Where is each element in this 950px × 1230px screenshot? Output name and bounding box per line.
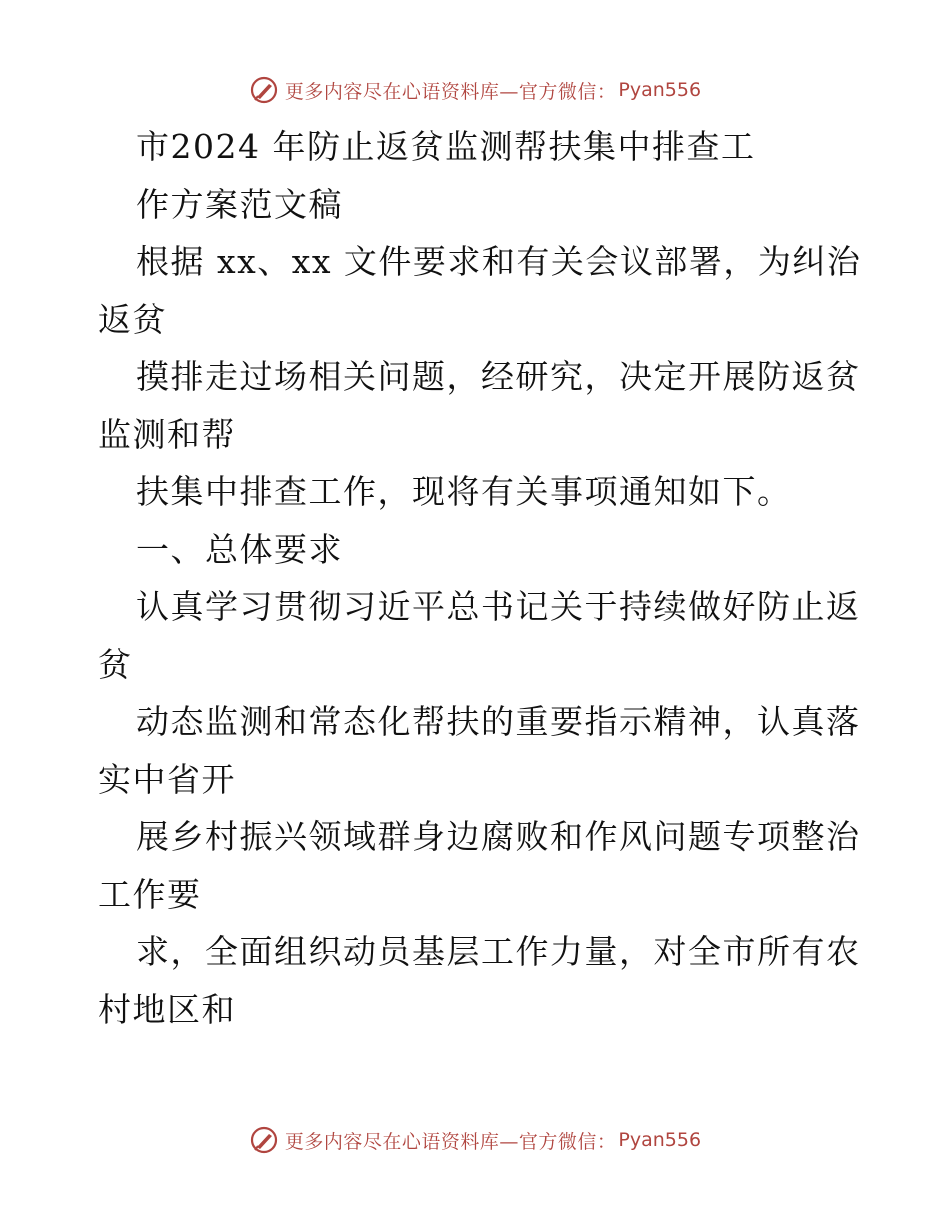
doc-line: 村地区和 — [98, 989, 236, 1029]
watermark-text: 更多内容尽在心语资料库—官方微信： — [284, 80, 617, 103]
doc-line: 实中省开 — [98, 759, 236, 799]
header-watermark — [0, 70, 950, 110]
doc-line: 监测和帮 — [98, 414, 236, 454]
section-heading: 一、总体要求 — [136, 529, 343, 569]
doc-line: 贫 — [98, 644, 133, 684]
doc-line: 市2024 年防止返贫监测帮扶集中排查工 — [136, 127, 756, 166]
doc-line: 根据 xx、xx 文件要求和有关会议部署，为纠治 — [136, 242, 862, 281]
doc-line: 扶集中排查工作，现将有关事项通知如下。 — [136, 472, 792, 511]
footer-watermark — [0, 1120, 950, 1160]
quill-pen-logo-icon — [249, 1125, 279, 1155]
doc-line: 工作要 — [98, 874, 202, 914]
doc-line: 作方案范文稿 — [136, 184, 343, 224]
watermark-wechat-id: Pyan556 — [618, 79, 702, 101]
watermark-text: 更多内容尽在心语资料库—官方微信： — [284, 1130, 617, 1153]
doc-line: 认真学习贯彻习近平总书记关于持续做好防止返 — [136, 587, 861, 626]
doc-line: 求，全面组织动员基层工作力量，对全市所有农 — [136, 932, 861, 971]
doc-line: 摸排走过场相关问题，经研究，决定开展防返贫 — [136, 357, 861, 396]
quill-pen-logo-icon — [249, 75, 279, 105]
doc-line: 返贫 — [98, 299, 167, 339]
doc-line: 动态监测和常态化帮扶的重要指示精神，认真落 — [136, 702, 861, 741]
watermark-wechat-id: Pyan556 — [618, 1129, 702, 1151]
doc-line: 展乡村振兴领域群身边腐败和作风问题专项整治 — [136, 817, 861, 856]
document-body — [98, 118, 862, 1038]
